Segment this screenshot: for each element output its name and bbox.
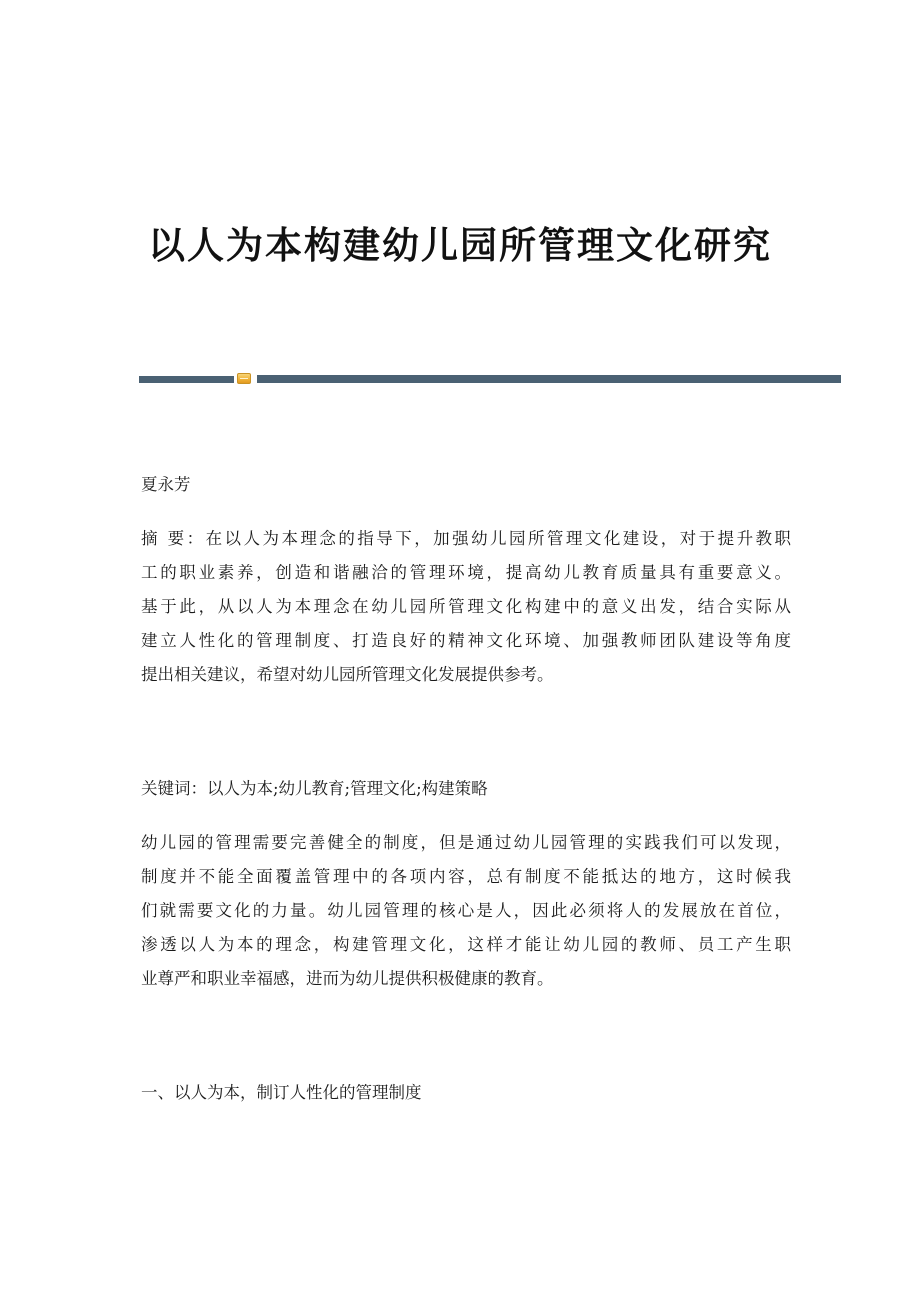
abstract-line: 提出相关建议，希望对幼儿园所管理文化发展提供参考。 xyxy=(141,665,554,684)
body-line: 幼儿园的管理需要完善健全的制度，但是通过幼儿园管理的实践我们可以发现， xyxy=(141,833,791,852)
abstract xyxy=(141,522,791,692)
author-name: 夏永芳 xyxy=(141,475,191,494)
section-heading: 一、以人为本，制订人性化的管理制度 xyxy=(141,1083,422,1102)
abstract-line: 建立人性化的管理制度、打造良好的精神文化环境、加强教师团队建设等角度 xyxy=(141,631,791,650)
title-divider xyxy=(139,373,841,385)
abstract-line: 基于此，从以人为本理念在幼儿园所管理文化构建中的意义出发，结合实际从 xyxy=(141,597,791,616)
divider-ornament-icon xyxy=(237,373,251,384)
body-paragraph xyxy=(141,826,791,996)
abstract-line: 摘 要：在以人为本理念的指导下，加强幼儿园所管理文化建设，对于提升教职 xyxy=(141,529,791,548)
body-line: 们就需要文化的力量。幼儿园管理的核心是人，因此必须将人的发展放在首位， xyxy=(141,901,791,920)
body-line: 制度并不能全面覆盖管理中的各项内容，总有制度不能抵达的地方，这时候我 xyxy=(141,867,791,886)
keywords: 关键词：以人为本;幼儿教育;管理文化;构建策略 xyxy=(141,779,488,798)
abstract-line: 工的职业素养，创造和谐融洽的管理环境，提高幼儿教育质量具有重要意义。 xyxy=(141,563,791,582)
document-title: 以人为本构建幼儿园所管理文化研究 xyxy=(148,223,772,267)
body-line: 渗透以人为本的理念，构建管理文化，这样才能让幼儿园的教师、员工产生职 xyxy=(141,935,791,954)
divider-bar-left xyxy=(139,376,234,383)
body-line: 业尊严和职业幸福感，进而为幼儿提供积极健康的教育。 xyxy=(141,969,554,988)
divider-bar-right xyxy=(257,375,841,383)
